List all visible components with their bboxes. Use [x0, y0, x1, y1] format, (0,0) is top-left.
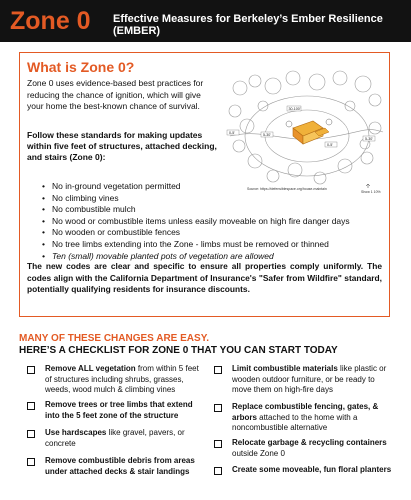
- list-item: • No wood or combustible items unless easily moveable on high fire danger days: [42, 216, 382, 228]
- list-item: • Ten (small) movable planted pots of vegetation are allowed: [42, 251, 382, 263]
- checkbox[interactable]: [27, 430, 35, 438]
- zone-label: 30-100': [288, 106, 301, 111]
- intro-text: Zone 0 uses evidence-based best practices for reducing the chance of ignition, which will give your home the best-known chance of survival.: [27, 78, 204, 111]
- image-source-credit: Source: https://defensiblespace.org/house-maintain: [247, 187, 327, 191]
- checkbox[interactable]: [214, 440, 222, 448]
- zone-label: 0-5': [229, 130, 235, 135]
- north-arrow-label: Show 1 10%: [361, 190, 381, 194]
- checklist-item: Remove trees or tree limbs that extend into the 5 feet zone of the structure: [45, 400, 193, 420]
- zone-0-logo: Zone 0: [10, 7, 91, 35]
- zone-label: 5-30': [263, 132, 271, 137]
- what-is-zone-0-panel: [19, 52, 390, 317]
- checklist-heading-1: MANY OF THESE CHANGES ARE EASY.: [19, 333, 210, 344]
- checklist-item: Use hardscapes like gravel, pavers, or concrete: [45, 428, 185, 448]
- checkbox[interactable]: [214, 366, 222, 374]
- zone-diagram-illustration: [225, 66, 385, 194]
- list-item: • No wooden or combustible fences: [42, 227, 382, 239]
- header-title: Effective Measures for Berkeley’s Ember Resilience (EMBER): [113, 13, 383, 37]
- list-item: • No tree limbs extending into the Zone - limbs must be removed or thinned: [42, 239, 382, 251]
- checklist-item: Remove ALL vegetation from within 5 feet of structures including shrubs, grasses, weeds, wood mulch & climbing vines: [45, 364, 199, 394]
- checklist-heading-2: HERE’S A CHECKLIST FOR ZONE 0 THAT YOU CAN START TODAY: [19, 345, 338, 356]
- checkbox[interactable]: [27, 402, 35, 410]
- standards-list: [42, 181, 382, 262]
- standards-intro: Follow these standards for making updates within five feet of structures, attached decking, and stairs (Zone 0):: [27, 130, 217, 162]
- checkbox[interactable]: [27, 458, 35, 466]
- checklist-item: Relocate garbage & recycling containers outside Zone 0: [232, 438, 387, 458]
- checklist-item: Limit combustible materials like plastic or wooden outdoor furniture, or be ready to move them on high-fire days: [232, 364, 387, 394]
- checkbox[interactable]: [214, 404, 222, 412]
- checkbox[interactable]: [27, 366, 35, 374]
- zone-label: 0-5': [327, 142, 333, 147]
- list-item: • No combustible mulch: [42, 204, 382, 216]
- checklist-item: Create some moveable, fun floral planters: [232, 465, 392, 474]
- zone-label: 5-30': [365, 136, 373, 141]
- checkbox[interactable]: [214, 467, 222, 475]
- checklist-item: Replace combustible fencing, gates, & arbors attached to the home with a noncombustible alternative: [232, 402, 379, 432]
- checklist-item: Remove combustible debris from areas under attached decks & stair landings: [45, 456, 195, 476]
- new-codes-paragraph: The new codes are clear and specific to ensure all properties comply uniformly. The codes align with the California Department of Insurance's "Safer from Wildfire" standard, potentially qualifying residents for insurance discounts.: [27, 261, 382, 294]
- list-item: • No in-ground vegetation permitted: [42, 181, 382, 193]
- header-bar: [0, 0, 411, 42]
- list-item: • No climbing vines: [42, 193, 382, 205]
- panel-title: What is Zone 0?: [27, 59, 135, 75]
